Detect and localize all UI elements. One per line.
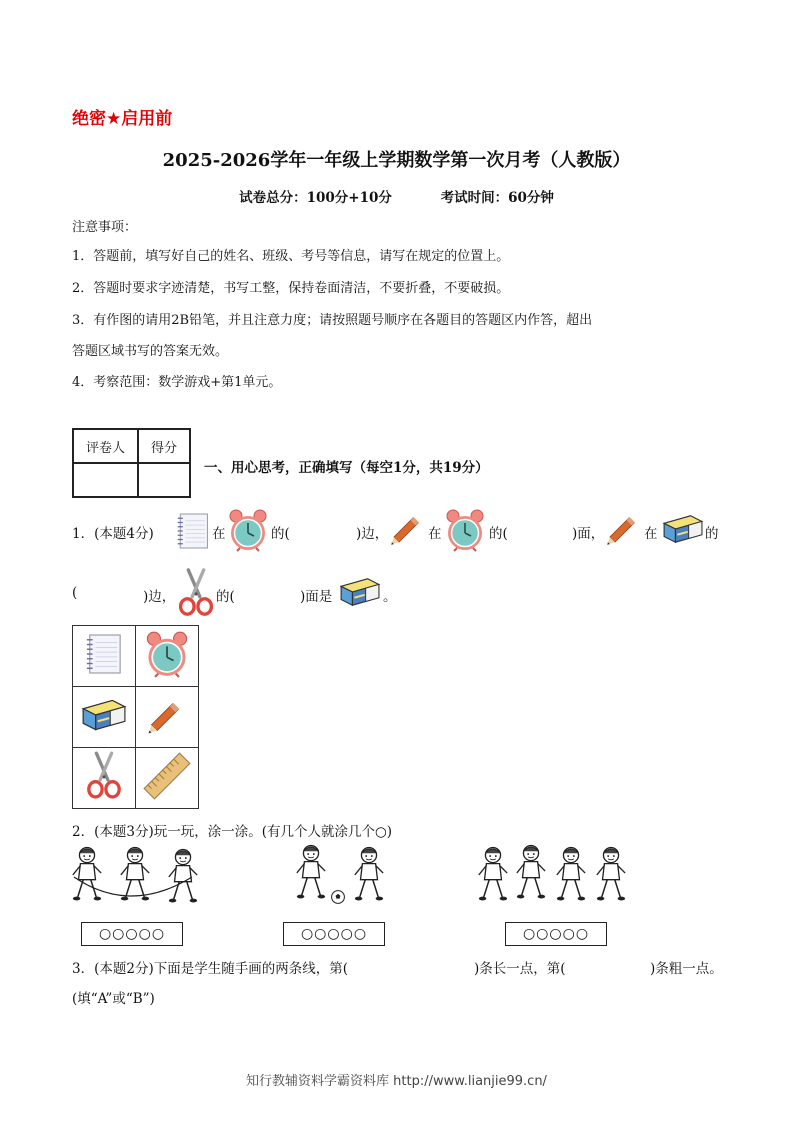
q1-text-mian1: )面， [572,526,605,542]
kids-jump-rope-illustration [70,845,200,907]
note-item-3: 3．有作图的请用2B铅笔，并且注意力度；请按照题号顺序在各题目的答题区内作答，超出 [72,313,593,328]
grid-cell [136,687,199,748]
kids-running-illustration [474,843,630,907]
grader-cell[interactable] [73,463,138,497]
scissors-icon [176,568,216,618]
notes-heading: 注意事项： [72,220,138,235]
eraser-icon [337,575,383,609]
q2-circles-group1[interactable]: ○○○○○ [81,922,183,946]
score-header: 得分 [138,429,190,463]
eraser-icon [79,696,129,734]
grid-cell [136,748,199,809]
q1-prefix: 1．(本题4分) [72,526,154,542]
notebook-icon [176,510,210,552]
alarm-clock-icon [143,630,191,678]
q1-text-zai1: 在 [212,526,226,542]
grader-header: 评卷人 [73,429,138,463]
section1-title: 一、用心思考，正确填写（每空1分，共19分） [204,460,489,476]
q1-text-zai2: 在 [428,526,442,542]
q1-l2-bian: )边， [143,589,176,605]
q1-text-de3: 的 [705,526,719,542]
score-cell[interactable] [138,463,190,497]
ruler-icon [142,751,192,801]
total-score: 试卷总分：100分+10分 [239,190,392,206]
scissors-icon [85,751,123,801]
exam-subtitle [0,186,793,206]
confidential-label: 绝密★启用前 [72,109,173,129]
q1-l2-open: ( [72,585,78,601]
alarm-clock-icon [226,507,270,553]
exam-time: 考试时间：60分钟 [440,190,554,206]
footer-source: 知行教辅资料学霸资料库 http://www.lianjie99.cn/ [246,1074,547,1089]
grid-cell [73,626,136,687]
kids-football-illustration [290,843,390,907]
q1-text-bian1: )边， [356,526,389,542]
q1-text-de2: 的( [489,526,508,542]
q1-text-de1: 的( [271,526,290,542]
q2-circles-group3[interactable]: ○○○○○ [505,922,607,946]
q1-l2-mian: )面是 [300,589,333,605]
q1-text-zai3: 在 [644,526,658,542]
eraser-icon [660,512,706,546]
q3-text-mid: )条长一点，第( [474,961,566,977]
note-item-3-cont: 答题区域书写的答案无效。 [72,344,229,359]
pencil-icon [388,508,428,548]
grid-cell [73,687,136,748]
notebook-icon [85,632,123,676]
note-item-2: 2．答题时要求字迹清楚，书写工整，保持卷面清洁，不要折叠，不要破损。 [72,281,510,296]
grid-cell [73,748,136,809]
q2-circles-group2[interactable]: ○○○○○ [283,922,385,946]
q1-l2-end: 。 [383,589,397,605]
q2-text: 2．(本题3分)玩一玩，涂一涂。(有几个人就涂几个○) [72,824,393,840]
grader-table [72,428,191,498]
q1-l2-de: 的( [216,589,235,605]
alarm-clock-icon [443,507,487,553]
exam-title: 2025-2026学年一年级上学期数学第一次月考（人教版） [162,150,631,171]
q3-text-end: )条粗一点。 [650,961,723,977]
note-item-4: 4．考察范围：数学游戏+第1单元。 [72,375,282,390]
pencil-icon [145,693,189,737]
q1-line1 [72,522,154,542]
q3-hint: (填“A”或“B”) [72,991,155,1007]
pencil-icon [604,508,644,548]
q1-position-grid [72,625,199,809]
q3-text-start: 3．(本题2分)下面是学生随手画的两条线，第( [72,961,348,977]
note-item-1: 1．答题前，填写好自己的姓名、班级、考号等信息，请写在规定的位置上。 [72,249,510,264]
grid-cell [136,626,199,687]
